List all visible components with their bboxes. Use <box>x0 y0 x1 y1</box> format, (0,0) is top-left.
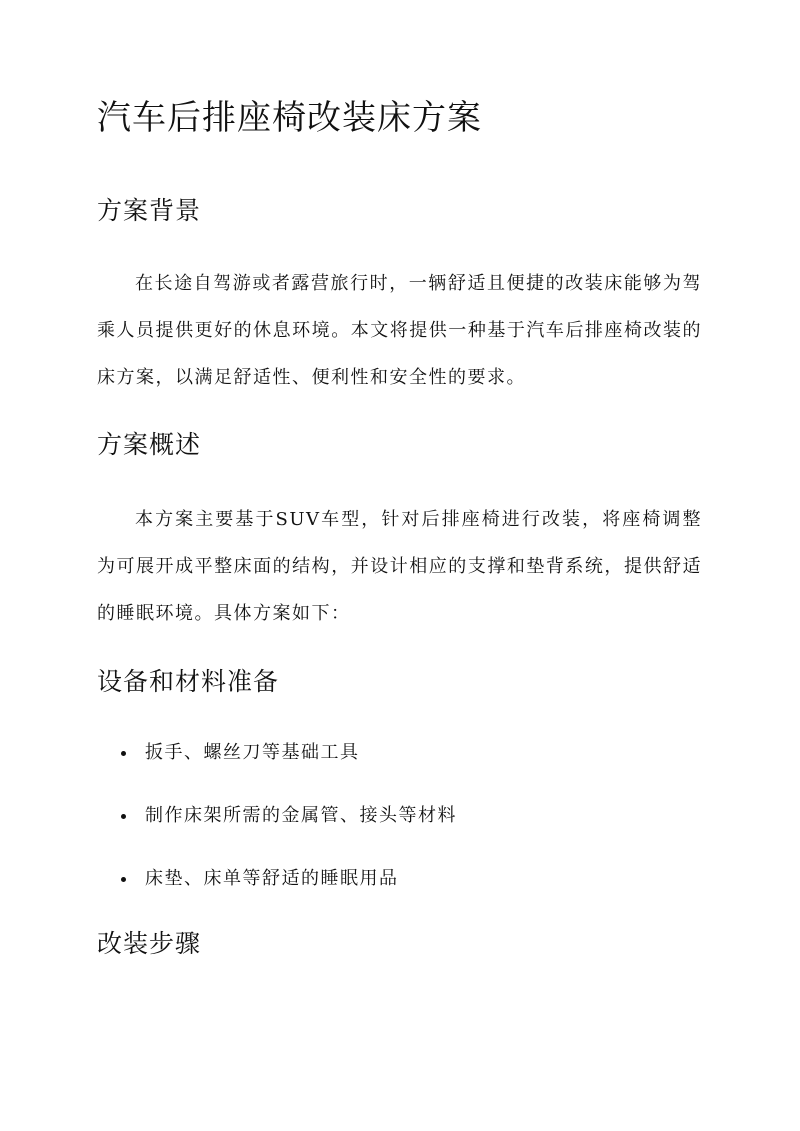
section-heading-overview: 方案概述 <box>97 430 202 459</box>
bullet-icon <box>121 877 126 882</box>
list-item <box>97 801 702 864</box>
list-item <box>97 864 702 927</box>
document-title: 汽车后排座椅改装床方案 <box>97 98 482 138</box>
section-heading-materials: 设备和材料准备 <box>97 667 280 696</box>
list-item-text: 制作床架所需的金属管、接头等材料 <box>145 805 457 826</box>
bullet-icon <box>121 751 126 756</box>
list-item <box>97 738 702 801</box>
bullet-icon <box>121 814 126 819</box>
materials-list <box>97 738 702 927</box>
section-paragraph-background: 在长途自驾游或者露营旅行时，一辆舒适且便捷的改装床能够为驾乘人员提供更好的休息环境。本文将提供一种基于汽车后排座椅改装的床方案，以满足舒适性、便利性和安全性的要求。 <box>97 273 702 388</box>
section-heading-background: 方案背景 <box>97 196 202 225</box>
section-heading-steps: 改装步骤 <box>97 929 202 958</box>
list-item-text: 床垫、床单等舒适的睡眠用品 <box>145 868 399 889</box>
section-paragraph-overview: 本方案主要基于SUV车型，针对后排座椅进行改装，将座椅调整为可展开成平整床面的结构，并设计相应的支撑和垫背系统，提供舒适的睡眠环境。具体方案如下： <box>97 509 702 624</box>
list-item-text: 扳手、螺丝刀等基础工具 <box>145 742 360 763</box>
